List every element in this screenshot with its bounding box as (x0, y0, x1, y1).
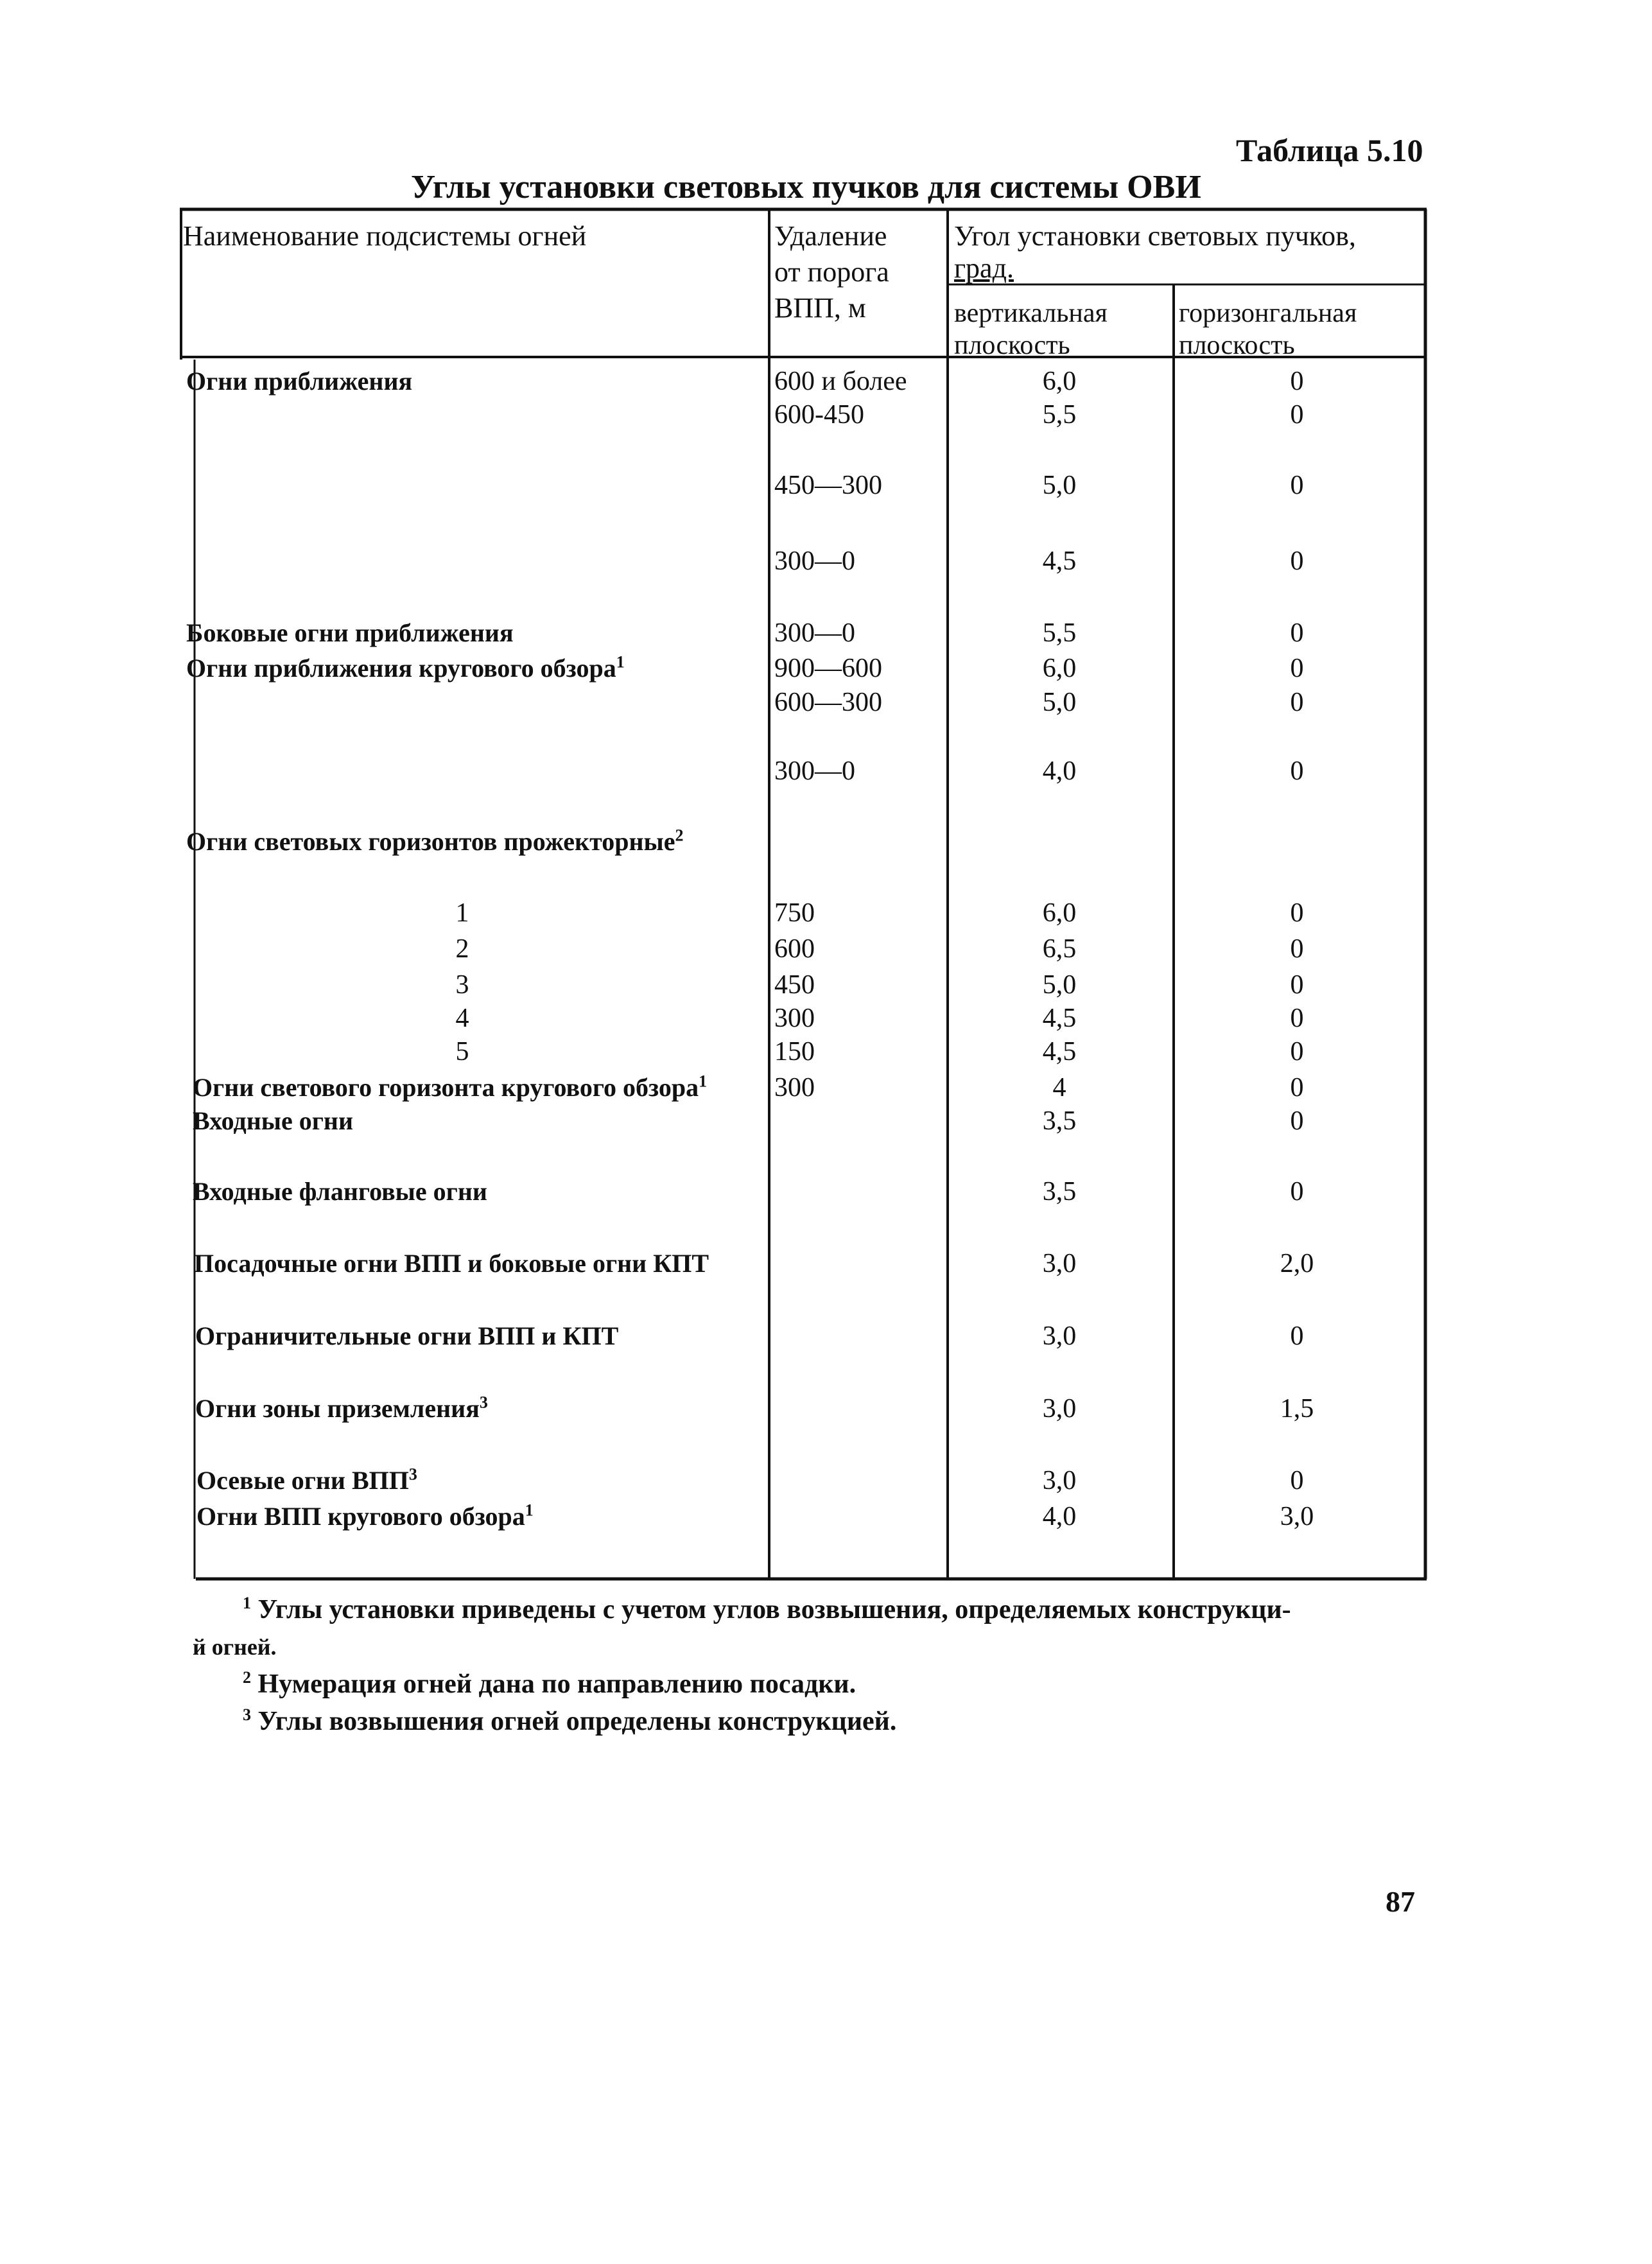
row-vertical: 4,5 (1042, 1037, 1077, 1067)
row-vertical: 3,0 (1042, 1466, 1077, 1495)
row-vertical: 3,5 (1042, 1177, 1077, 1206)
row-vertical: 4,0 (1042, 756, 1077, 786)
row-name: 4 (455, 1004, 469, 1033)
row-name: Входные огни (193, 1106, 353, 1135)
row-vertical: 3,0 (1042, 1249, 1077, 1278)
col-header-horizontal-line1: горизонгальная (1179, 299, 1357, 328)
row-horizontal: 0 (1290, 970, 1304, 1000)
row-distance: 300 (774, 1073, 815, 1102)
col-header-distance-line2: от порога (774, 256, 889, 288)
row-vertical: 6,5 (1042, 934, 1077, 964)
row-horizontal: 0 (1290, 618, 1304, 648)
row-horizontal: 0 (1290, 934, 1304, 964)
row-vertical: 5,0 (1042, 970, 1077, 1000)
col-header-distance-line1: Удаление (774, 220, 887, 252)
row-horizontal: 0 (1290, 898, 1304, 928)
row-vertical: 5,0 (1042, 471, 1077, 500)
row-vertical: 4,5 (1042, 1004, 1077, 1033)
row-distance: 450—300 (774, 471, 882, 500)
row-horizontal: 0 (1290, 654, 1304, 683)
row-horizontal: 0 (1290, 1073, 1304, 1102)
col-header-horizontal-line2: плоскость (1179, 331, 1295, 360)
row-distance: 150 (774, 1037, 815, 1067)
row-vertical: 6,0 (1042, 367, 1077, 396)
col-header-vertical-line1: вертикальная (954, 299, 1108, 328)
row-name: Огни световых горизонтов прожекторные$^2$ (186, 826, 684, 856)
col-header-name: Наименование подсистемы огней (183, 220, 587, 252)
row-vertical: 4,0 (1042, 1502, 1077, 1531)
row-horizontal: 0 (1290, 400, 1304, 430)
row-name: Огни светового горизонта кругового обзора$^1$ (193, 1072, 708, 1102)
row-distance: 450 (774, 970, 815, 1000)
row-vertical: 6,0 (1042, 898, 1077, 928)
row-name: Ограничительные огни ВПП и КПТ (195, 1321, 619, 1350)
row-name: 3 (455, 970, 469, 1000)
row-distance: 750 (774, 898, 815, 928)
footnote-2: $^2$ Нумерация огней дана по направлению посадки. (243, 1668, 856, 1699)
col-header-vertical-line2: плоскость (954, 331, 1070, 360)
row-horizontal: 0 (1290, 367, 1304, 396)
row-name: Огни приближения (186, 367, 413, 396)
row-distance: 300—0 (774, 756, 855, 786)
row-name: Огни зоны приземления$^3$ (195, 1393, 488, 1423)
col-header-angle-line2: град. (954, 252, 1014, 284)
row-horizontal: 0 (1290, 471, 1304, 500)
row-horizontal: 0 (1290, 1177, 1304, 1206)
row-name: Боковые огни приближения (186, 618, 514, 647)
row-horizontal: 0 (1290, 1004, 1304, 1033)
row-horizontal: 0 (1290, 756, 1304, 786)
row-distance: 900—600 (774, 654, 882, 683)
col-header-angle-line1: Угол установки световых пучков, (954, 220, 1356, 252)
row-horizontal: 0 (1290, 1037, 1304, 1067)
row-name: 5 (455, 1037, 469, 1067)
row-vertical: 5,5 (1042, 618, 1077, 648)
row-name: Осевые огни ВПП$^3$ (196, 1465, 417, 1495)
row-horizontal: 0 (1290, 546, 1304, 576)
row-vertical: 3,5 (1042, 1106, 1077, 1136)
footnote-1: $^1$ Углы установки приведены с учетом углов возвышения, определяемых конструкци- (243, 1594, 1291, 1624)
row-vertical: 4,5 (1042, 546, 1077, 576)
row-name: Огни ВПП кругового обзора$^1$ (196, 1501, 534, 1531)
row-distance: 300—0 (774, 546, 855, 576)
row-vertical: 5,5 (1042, 400, 1077, 430)
row-distance: 300 (774, 1004, 815, 1033)
row-vertical: 6,0 (1042, 654, 1077, 683)
row-horizontal: 0 (1290, 688, 1304, 717)
row-horizontal: 3,0 (1280, 1502, 1314, 1531)
row-horizontal: 0 (1290, 1106, 1304, 1136)
row-distance: 600 и более (774, 367, 907, 396)
row-horizontal: 2,0 (1280, 1249, 1314, 1278)
row-horizontal: 1,5 (1280, 1394, 1314, 1424)
row-vertical: 3,0 (1042, 1394, 1077, 1424)
col-header-distance-line3: ВПП, м (774, 292, 866, 324)
row-horizontal: 0 (1290, 1321, 1304, 1351)
row-name: 1 (455, 898, 469, 928)
row-vertical: 3,0 (1042, 1321, 1077, 1351)
row-name: 2 (455, 934, 469, 964)
table-title: Углы установки световых пучков для системы ОВИ (411, 169, 1201, 205)
footnote-1-continued: й огней. (193, 1634, 277, 1660)
row-name: Входные фланговые огни (193, 1177, 487, 1206)
table-number: Таблица 5.10 (1236, 132, 1423, 168)
row-distance: 600 (774, 934, 815, 964)
row-distance: 600-450 (774, 400, 864, 430)
row-horizontal: 0 (1290, 1466, 1304, 1495)
row-name: Огни приближения кругового обзора$^1$ (186, 652, 625, 683)
row-distance: 300—0 (774, 618, 855, 648)
page-number: 87 (1386, 1885, 1415, 1918)
row-distance: 600—300 (774, 688, 882, 717)
row-name: Посадочные огни ВПП и боковые огни КПТ (194, 1249, 709, 1278)
footnote-3: $^3$ Углы возвышения огней определены конструкцией. (243, 1705, 897, 1736)
row-vertical: 4 (1052, 1073, 1066, 1102)
row-vertical: 5,0 (1042, 688, 1077, 717)
